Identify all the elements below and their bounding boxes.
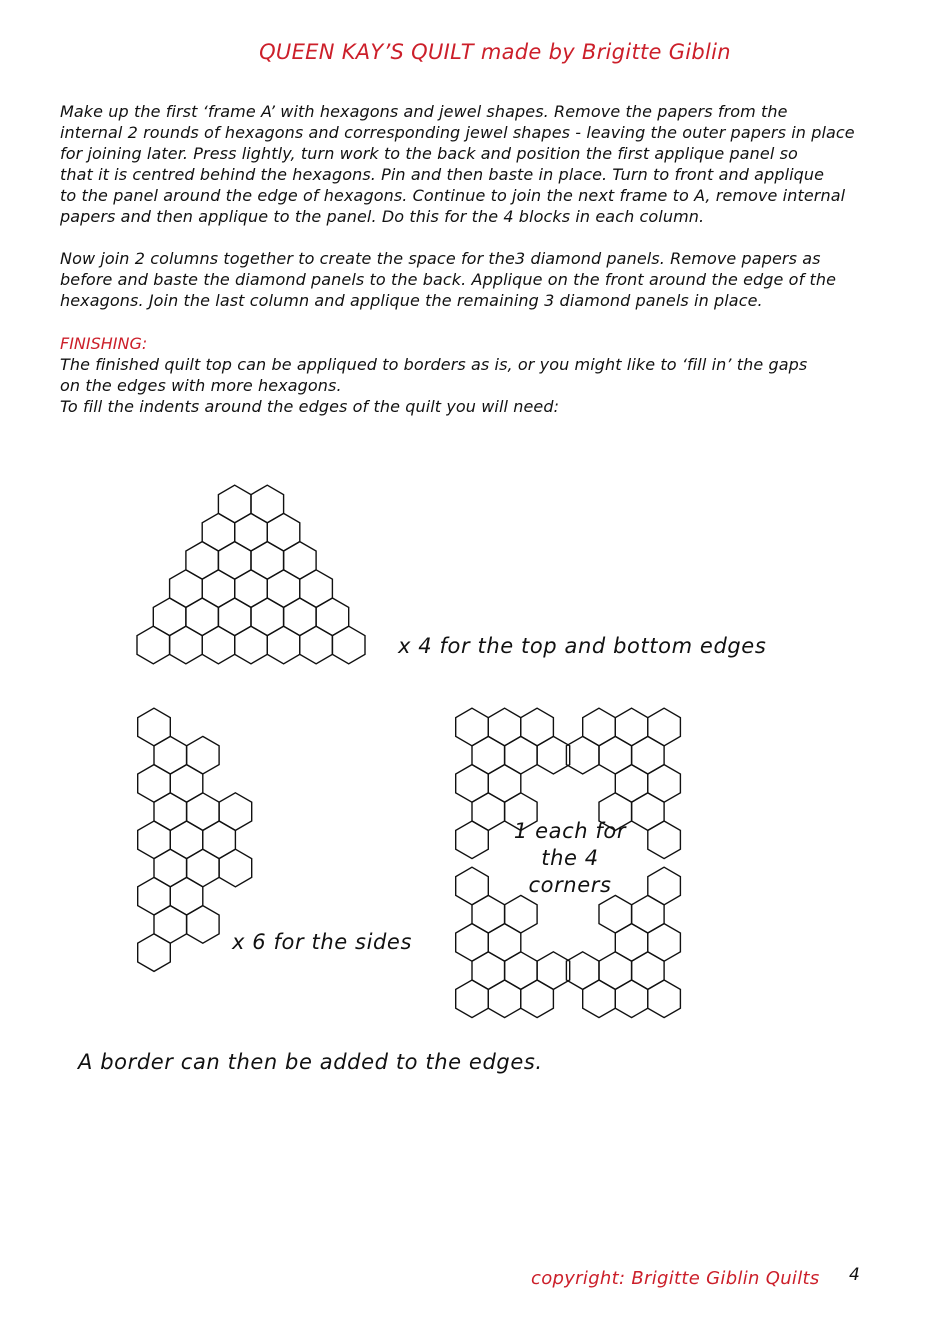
hexagon-shape [456,765,489,803]
hexagon-shape [251,598,284,636]
hexagon-shape [218,598,251,636]
hexagon-shape [472,895,505,933]
hexagon-shape [284,598,317,636]
hexagon-shape [648,821,681,859]
hexagon-shape [138,934,171,972]
hexagon-shape [170,626,203,664]
hexagon-shape [203,821,236,859]
hexagon-shape [615,980,648,1018]
hexagon-shape [599,952,632,990]
hexagon-shape [218,485,251,523]
hexagon-shape [472,736,505,774]
hexagon-shape [300,626,333,664]
hexagon-shape [488,924,521,962]
hexagon-shape [632,895,665,933]
hexagon-shape [138,708,171,746]
hexagon-shape [137,626,170,664]
hexagon-shape [186,542,219,580]
hexagon-shape [615,708,648,746]
hexagon-shape [202,513,235,551]
hexagon-shape [615,924,648,962]
hexagon-shape [648,924,681,962]
sides-caption: x 6 for the sides [232,930,412,954]
hexagon-shape [138,877,171,915]
hexagon-shape [615,765,648,803]
triangle-edge-piece [137,485,365,664]
border-note: A border can then be added to the edges. [78,1050,543,1074]
hexagon-shape [267,626,300,664]
hexagon-shape [456,821,489,859]
hexagon-shape [521,980,554,1018]
hexagon-shape [332,626,365,664]
hexagon-shape [456,708,489,746]
hexagon-shape [521,708,554,746]
hexagon-shape [456,867,489,905]
hexagon-shape [488,765,521,803]
hexagon-shape [566,736,599,774]
copyright-notice: copyright: Brigitte Giblin Quilts [531,1268,820,1289]
hexagon-shape [187,849,220,887]
instructions-paragraph-1: Make up the first ‘frame A’ with hexagons and jewel shapes. Remove the papers from the internal 2 rounds of hexagons and corresponding jewel shapes - leaving the outer papers in place for joining later. Press lightly, turn work to the back and position the first applique panel so that it is centred behind the hexagons. Pin and then baste in place. Turn to front and applique to the panel around the edge of hexagons. Continue to join the next frame to A, remove internal papers and then applique to the panel. Do this for the 4 blocks in each column. [60,102,855,226]
hexagon-shape [456,924,489,962]
hexagon-shape [505,895,537,933]
hexagon-shape [566,952,599,990]
hexagon-shape [648,867,681,905]
hexagon-shape [505,736,537,774]
hexagon-shape [599,736,632,774]
hexagon-shape [219,849,252,887]
hexagon-shape [300,570,333,608]
hexagon-shape [599,895,632,933]
hexagon-shape [154,906,187,944]
hexagon-shape [202,570,235,608]
hexagon-shape [187,906,220,944]
hexagon-shape [153,598,186,636]
hexagon-shape [170,877,203,915]
hexagon-shape [488,980,521,1018]
instructions-paragraph-2: Now join 2 columns together to create the space for the3 diamond panels. Remove papers as before and baste the diamond panels to the back. Applique on the front around the edge of the hexagons. Join the last column and applique the remaining 3 diamond panels in place. [60,249,837,310]
hexagon-shape [583,708,616,746]
hexagon-shape [267,513,300,551]
hexagon-shape [202,626,235,664]
hexagon-shape [218,542,251,580]
hexagon-shape [583,980,616,1018]
hexagon-shape [284,542,317,580]
hexagon-shape [170,821,203,859]
hexagon-shape [632,952,665,990]
finishing-heading: FINISHING: [60,334,148,353]
hexagon-shape [154,793,187,831]
hexagon-shape [187,793,220,831]
hexagon-shape [186,598,219,636]
hexagon-shape [170,570,203,608]
hexagon-shape [251,542,284,580]
hexagon-shape [537,952,570,990]
hexagon-shape [632,736,665,774]
hexagon-shape [154,736,187,774]
hexagon-shape [648,708,681,746]
hexagon-shape [648,980,681,1018]
hexagon-shape [251,485,284,523]
hexagon-shape [235,570,268,608]
hexagon-shape [138,821,171,859]
hexagon-shape [505,952,537,990]
hexagon-shape [235,626,268,664]
finishing-text: The finished quilt top can be appliqued to borders as is, or you might like to ‘fill in’ the gaps on the edges with more hexagons. To fill the indents around the edges of the quilt you will need: [60,355,808,416]
corners-caption: 1 each for the 4 corners [513,819,627,897]
hexagon-shape [154,849,187,887]
hexagon-shape [170,765,203,803]
page-number: 4 [849,1265,860,1285]
page-title: QUEEN KAY’S QUILT made by Brigitte Giblin [259,40,731,64]
hexagon-shape [316,598,349,636]
hexagon-shape [235,513,268,551]
hexagon-shape [537,736,570,774]
hexagon-shape [219,793,252,831]
hexagon-shape [187,736,220,774]
hexagon-shape [456,980,489,1018]
hexagon-shape [138,765,171,803]
hexagon-shape [488,708,521,746]
hexagon-shape [267,570,300,608]
hexagon-shape [472,952,505,990]
top-bottom-caption: x 4 for the top and bottom edges [398,634,767,658]
hexagon-shape [648,765,681,803]
